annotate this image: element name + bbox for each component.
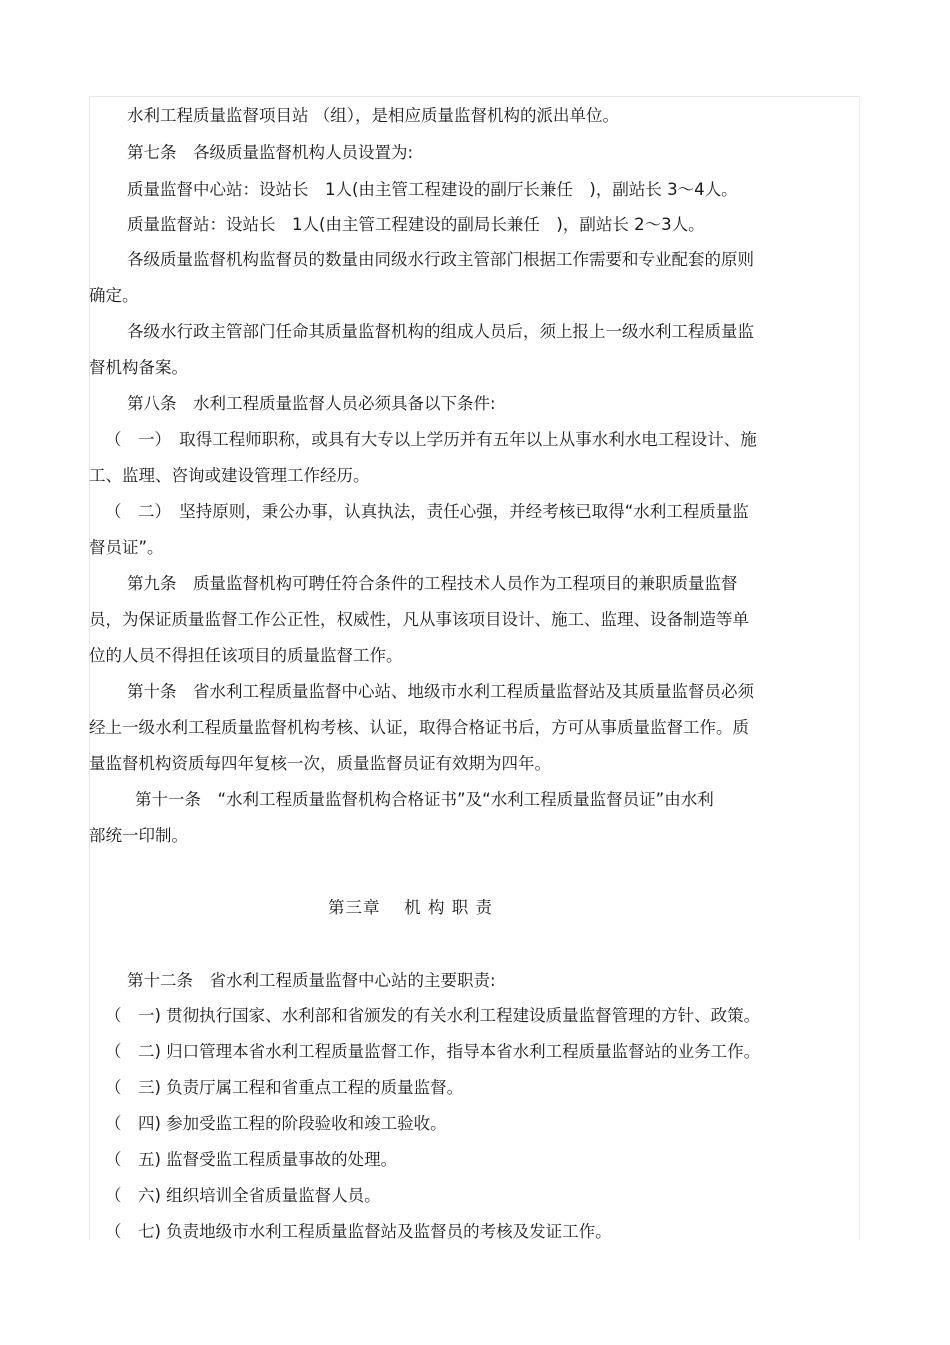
text-line: 督机构备案。 — [89, 358, 188, 377]
list-item: （ 七) 负责地级市水利工程质量监督站及监督员的考核及发证工作。 — [105, 1222, 612, 1241]
article-9-heading: 第九条 质量监督机构可聘任符合条件的工程技术人员作为工程项目的兼职质量监督 — [127, 574, 738, 593]
list-item: （ 一) 贯彻执行国家、水利部和省颁发的有关水利工程建设质量监督管理的方针、政策。 — [105, 1006, 761, 1025]
list-item: （ 五) 监督受监工程质量事故的处理。 — [105, 1150, 398, 1169]
list-item: （ 二) 归口管理本省水利工程质量监督工作，指导本省水利工程质量监督站的业务工作。 — [105, 1042, 761, 1061]
text-line: 确定。 — [89, 286, 139, 305]
text-line: 各级质量监督机构监督员的数量由同级水行政主管部门根据工作需要和专业配套的原则 — [127, 250, 754, 269]
article-11-heading: 第十一条 “水利工程质量监督机构合格证书”及“水利工程质量监督员证”由水利 — [135, 790, 714, 809]
article-8-heading: 第八条 水利工程质量监督人员必须具备以下条件: — [127, 394, 496, 413]
text-line: 水利工程质量监督项目站 （组），是相应质量监督机构的派出单位。 — [127, 106, 619, 125]
text-line: 质量监督中心站：设站长 1人(由主管工程建设的副厅长兼任 )，副站长 3～4人。 — [127, 180, 738, 199]
article-12-heading: 第十二条 省水利工程质量监督中心站的主要职责: — [127, 971, 496, 990]
article-10-heading: 第十条 省水利工程质量监督中心站、地级市水利工程质量监督站及其质量监督员必须 — [127, 682, 754, 701]
text-line: 工、监理、咨询或建设管理工作经历。 — [89, 466, 370, 485]
text-line: 员，为保证质量监督工作公正性，权威性，凡从事该项目设计、施工、监理、设备制造等单 — [89, 610, 749, 629]
article-7-heading: 第七条 各级质量监督机构人员设置为: — [127, 143, 414, 162]
list-item: （ 四) 参加受监工程的阶段验收和竣工验收。 — [105, 1114, 447, 1133]
list-item: （ 一） 取得工程师职称，或具有大专以上学历并有五年以上从事水利水电工程设计、施 — [105, 430, 757, 449]
list-item: （ 六) 组织培训全省质量监督人员。 — [105, 1186, 381, 1205]
text-line: 督员证”。 — [89, 538, 164, 557]
text-line: 经上一级水利工程质量监督机构考核、认证，取得合格证书后，方可从事质量监督工作。质 — [89, 718, 749, 737]
text-line: 各级水行政主管部门任命其质量监督机构的组成人员后，须上报上一级水利工程质量监 — [127, 322, 754, 341]
text-line: 质量监督站：设站长 1人(由主管工程建设的副局长兼任 )，副站长 2～3人。 — [127, 215, 705, 234]
text-line: 量监督机构资质每四年复核一次，质量监督员证有效期为四年。 — [89, 754, 551, 773]
list-item: （ 三) 负责厅属工程和省重点工程的质量监督。 — [105, 1078, 464, 1097]
list-item: （ 二） 坚持原则，秉公办事，认真执法，责任心强，并经考核已取得“水利工程质量监 — [105, 502, 749, 521]
text-line: 位的人员不得担任该项目的质量监督工作。 — [89, 646, 403, 665]
text-line: 部统一印制。 — [89, 826, 188, 845]
chapter-title: 第三章 机 构 职 责 — [328, 898, 493, 917]
